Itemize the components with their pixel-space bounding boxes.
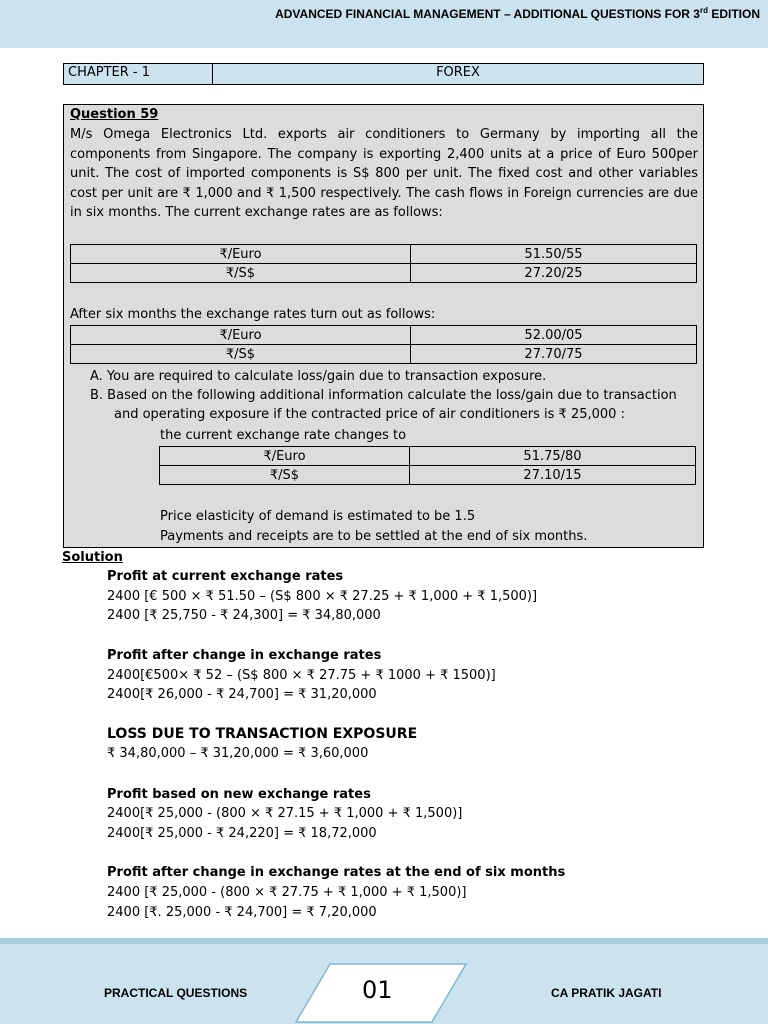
chapter-label: CHAPTER - 1 [64, 64, 213, 84]
item-b-line1: B. Based on the following additional information calculate the loss/gain due to transaction [90, 388, 677, 403]
solution-heading-5: Profit after change in exchange rates at the end of six months [107, 865, 566, 880]
page-number: 01 [362, 976, 393, 1004]
table-row [71, 245, 697, 264]
table-cell: 52.00/05 [411, 326, 697, 345]
solution-line: 2400 [₹. 25,000 - ₹ 24,700] = ₹ 7,20,000 [107, 905, 377, 920]
table-cell: 27.10/15 [410, 466, 696, 485]
chapter-topic: FOREX [436, 65, 480, 80]
table-cell: ₹/Euro [71, 326, 411, 345]
solution-line: 2400[₹ 26,000 - ₹ 24,700] = ₹ 31,20,000 [107, 687, 377, 702]
solution-heading-3: LOSS DUE TO TRANSACTION EXPOSURE [107, 726, 418, 742]
table-cell: ₹/S$ [71, 264, 411, 283]
solution-heading: Solution [62, 550, 123, 565]
new-rates-table [159, 446, 696, 485]
chapter-bar [63, 63, 704, 85]
question-body: M/s Omega Electronics Ltd. exports air conditioners to Germany by importing all the components from Singapore. The company is exporting 2,400 units at a price of Euro 500per unit. The cost of imported components is S$ 800 per unit. The fixed cost and other variables cost per unit are ₹ 1,000 and ₹ 1,500 respectively. The cash flows in Foreign currencies are due in six months. The current exchange rates are as follows: [70, 127, 698, 220]
footer-strip [0, 938, 768, 944]
table-row [71, 264, 697, 283]
table-cell: 51.50/55 [411, 245, 697, 264]
current-rates-table [70, 244, 697, 283]
table-cell: ₹/S$ [71, 345, 411, 364]
table-cell: ₹/S$ [160, 466, 410, 485]
document-title: ADVANCED FINANCIAL MANAGEMENT – ADDITIONAL QUESTIONS FOR 3rd EDITION [275, 6, 760, 21]
item-a: A. You are required to calculate loss/gain due to transaction exposure. [90, 369, 547, 384]
footer-right-label: CA PRATIK JAGATI [551, 986, 662, 1000]
after-six-months-table [70, 325, 697, 364]
solution-heading-4: Profit based on new exchange rates [107, 787, 371, 802]
table-row [71, 326, 697, 345]
solution-line: 2400[₹ 25,000 - (800 × ₹ 27.15 + ₹ 1,000 + ₹ 1,500)] [107, 806, 463, 821]
solution-heading-1: Profit at current exchange rates [107, 569, 344, 584]
footer-left-label: PRACTICAL QUESTIONS [104, 986, 248, 1000]
solution-line: 2400 [€ 500 × ₹ 51.50 – (S$ 800 × ₹ 27.25 + ₹ 1,000 + ₹ 1,500)] [107, 589, 538, 604]
item-b-line2: and operating exposure if the contracted price of air conditioners is ₹ 25,000 : [114, 407, 625, 422]
table-cell: ₹/Euro [71, 245, 411, 264]
table-cell: 27.20/25 [411, 264, 697, 283]
question-box [63, 104, 704, 548]
table-row [160, 447, 696, 466]
solution-line: 2400[€500× ₹ 52 – (S$ 800 × ₹ 27.75 + ₹ 1000 + ₹ 1500)] [107, 668, 496, 683]
footer-band [0, 938, 768, 1024]
question-title: Question 59 [70, 107, 159, 122]
solution-line: 2400 [₹ 25,750 - ₹ 24,300] = ₹ 34,80,000 [107, 608, 381, 623]
table-row [160, 466, 696, 485]
table-row [71, 345, 697, 364]
solution-heading-2: Profit after change in exchange rates [107, 648, 382, 663]
elasticity-text: Price elasticity of demand is estimated to be 1.5 [160, 509, 476, 524]
table-cell: 27.70/75 [411, 345, 697, 364]
rate-change-text: the current exchange rate changes to [160, 428, 407, 443]
solution-line: ₹ 34,80,000 – ₹ 31,20,000 = ₹ 3,60,000 [107, 746, 369, 761]
header-band [0, 0, 768, 48]
table-cell: 51.75/80 [410, 447, 696, 466]
table-cell: ₹/Euro [160, 447, 410, 466]
solution-line: 2400[₹ 25,000 - ₹ 24,220] = ₹ 18,72,000 [107, 826, 377, 841]
after-six-months-text: After six months the exchange rates turn out as follows: [70, 307, 436, 322]
settlement-text: Payments and receipts are to be settled at the end of six months. [160, 529, 588, 544]
solution-line: 2400 [₹ 25,000 - (800 × ₹ 27.75 + ₹ 1,000 + ₹ 1,500)] [107, 885, 467, 900]
